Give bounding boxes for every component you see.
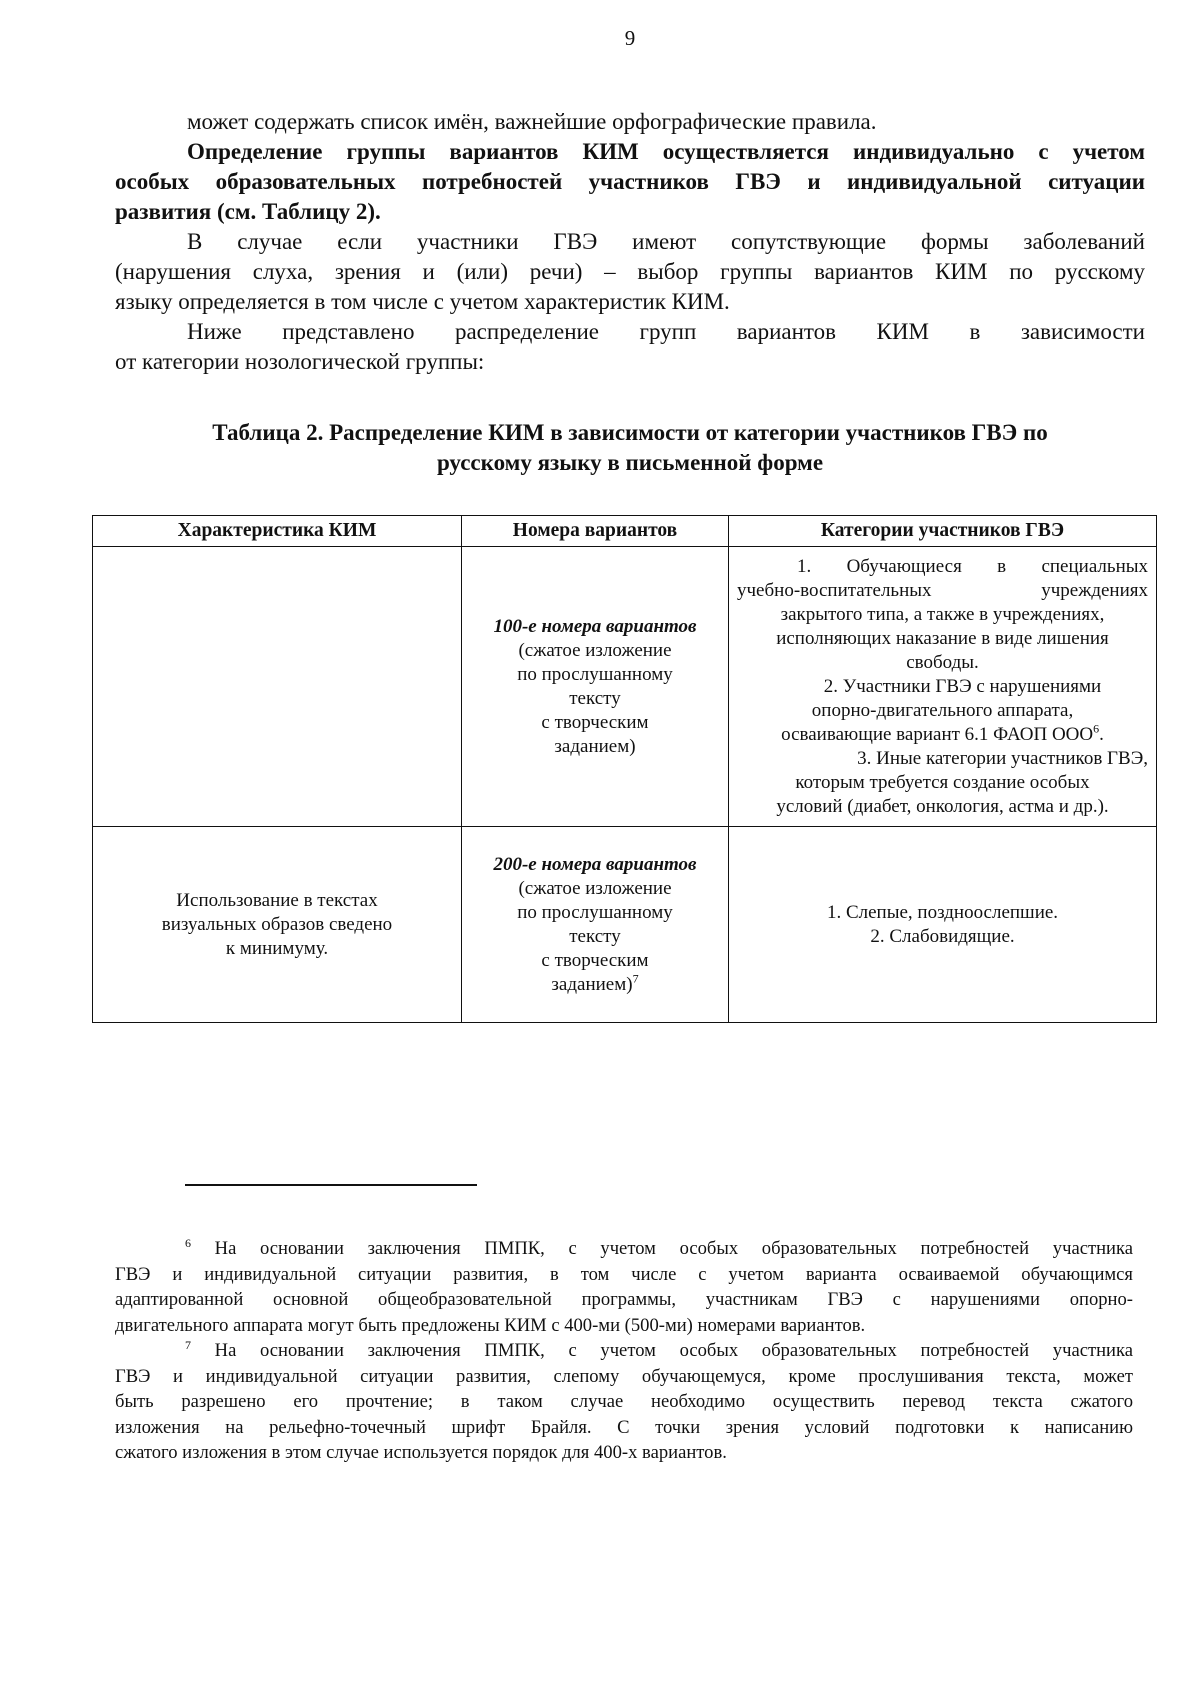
variant-line: по прослушанному <box>517 663 673 685</box>
category-line: которым требуется создание особых <box>795 771 1090 793</box>
variant-line: с творческим <box>541 949 649 971</box>
characteristic-line: визуальных образов сведено <box>161 913 393 935</box>
bold-line: развития (см. Таблицу 2). <box>115 199 381 224</box>
footnotes <box>115 1236 1133 1466</box>
category-line: 3. Иные категории участников ГВЭ, <box>857 747 1148 769</box>
footnote-mark: 6 <box>185 1235 191 1250</box>
category-line: учебно-воспитательных учреждениях <box>737 579 1148 601</box>
footnote-line: быть разрешено его прочтение; в таком случае необходимо осуществить перевод текста сжатого <box>115 1391 1133 1412</box>
footnote-line: двигательного аппарата могут быть предложены КИМ с 400-ми (500-ми) номерами вариантов. <box>115 1314 866 1336</box>
table-caption <box>115 418 1145 478</box>
footnote-text: На основании заключения ПМПК, с учетом особых образовательных потребностей участника <box>214 1238 1133 1259</box>
category-line: 1. Обучающиеся в специальных <box>797 555 1148 577</box>
table-row <box>93 827 1157 1023</box>
footnote-ref: 6 <box>1093 721 1100 736</box>
characteristic-line: к минимуму. <box>225 937 329 959</box>
variant-text: заданием) <box>551 973 633 995</box>
footnote-line <box>115 1236 1133 1262</box>
page-number: 9 <box>624 26 636 50</box>
variant-line: (сжатое изложение <box>518 639 672 661</box>
variant-title: 200-е номера вариантов <box>493 853 697 875</box>
header-characteristic: Характеристика КИМ <box>93 516 462 547</box>
variant-title: 100-е номера вариантов <box>493 615 697 637</box>
para-line: от категории нозологической группы: <box>115 349 485 374</box>
caption-line: Таблица 2. Распределение КИМ в зависимости от категории участников ГВЭ по <box>212 420 1048 445</box>
footnote-line: ГВЭ и индивидуальной ситуации развития, в том числе с учетом варианта осваиваемой обучающимся <box>115 1263 1133 1285</box>
variant-line: (сжатое изложение <box>518 877 672 899</box>
footnote-line: ГВЭ и индивидуальной ситуации развития, слепому обучающемуся, кроме прослушивания текста, может <box>115 1365 1133 1387</box>
cell-characteristic <box>93 547 462 827</box>
category-line: условий (диабет, онкология, астма и др.). <box>776 795 1109 817</box>
header-categories: Категории участников ГВЭ <box>729 516 1157 547</box>
footnote-line: сжатого изложения в этом случае используется порядок для 400-х вариантов. <box>115 1442 727 1463</box>
characteristic-line: Использование в текстах <box>176 889 378 911</box>
category-text: осваивающие вариант 6.1 ФАОП ООО <box>781 723 1094 745</box>
category-line: исполняющих наказание в виде лишения <box>776 627 1109 649</box>
category-line: осваивающие вариант 6.1 ФАОП ООО$^6$. <box>781 721 1104 745</box>
cell-characteristic <box>93 827 462 1023</box>
category-line: опорно-двигательного аппарата, <box>811 699 1074 721</box>
table-header-row <box>93 516 1157 547</box>
distribution-table <box>92 515 1157 1023</box>
intro-line: может содержать список имён, важнейшие орфографические правила. <box>187 109 877 134</box>
category-line: 1. Слепые, поздноослепшие. <box>826 901 1059 923</box>
para-line: Ниже представлено распределение групп вариантов КИМ в зависимости <box>187 319 1145 344</box>
footnote-divider <box>185 1184 477 1186</box>
variant-line: заданием) <box>554 735 636 757</box>
footnote-mark: 7 <box>185 1337 191 1352</box>
cell-categories <box>729 547 1157 827</box>
table-row <box>93 547 1157 827</box>
footnote-ref: 7 <box>632 971 639 986</box>
variant-line: тексту <box>569 687 621 709</box>
category-line: 2. Слабовидящие. <box>870 925 1015 947</box>
para-line: (нарушения слуха, зрения и (или) речи) – выбор группы вариантов КИМ по русскому <box>115 259 1145 284</box>
category-line: закрытого типа, а также в учреждениях, <box>780 603 1105 625</box>
footnote-line: адаптированной основной общеобразовательной программы, участникам ГВЭ с нарушениями опорно- <box>115 1289 1133 1310</box>
footnote-line: изложения на рельефно-точечный шрифт Брайля. С точки зрения условий подготовки к написанию <box>115 1416 1133 1438</box>
variant-line: тексту <box>569 925 621 947</box>
category-line: свободы. <box>906 651 979 673</box>
category-line: 2. Участники ГВЭ с нарушениями <box>823 675 1102 697</box>
intro-text <box>115 107 1145 377</box>
caption-line: русскому языку в письменной форме <box>436 450 824 475</box>
footnote-line <box>115 1338 1133 1364</box>
variant-line <box>466 973 724 997</box>
variant-line: по прослушанному <box>517 901 673 923</box>
bold-line: Определение группы вариантов КИМ осуществляется индивидуально с учетом <box>187 139 1145 164</box>
header-variants: Номера вариантов <box>462 516 729 547</box>
cell-categories <box>729 827 1157 1023</box>
bold-line: особых образовательных потребностей участников ГВЭ и индивидуальной ситуации <box>115 169 1145 194</box>
cell-variants <box>462 547 729 827</box>
variant-line: с творческим <box>541 711 649 733</box>
para-line: В случае если участники ГВЭ имеют сопутствующие формы заболеваний <box>187 229 1145 254</box>
para-line: языку определяется в том числе с учетом характеристик КИМ. <box>115 289 730 314</box>
footnote-text: На основании заключения ПМПК, с учетом особых образовательных потребностей участника <box>214 1340 1133 1361</box>
cell-variants <box>462 827 729 1023</box>
